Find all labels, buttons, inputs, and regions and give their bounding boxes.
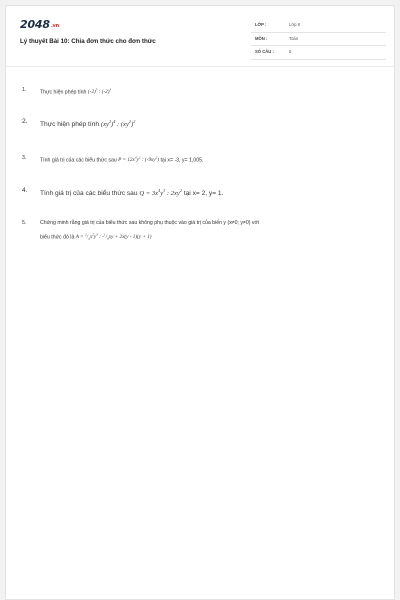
question-number: 5.	[22, 220, 27, 226]
math-expression	[139, 190, 182, 197]
math-part: P = 12x	[118, 157, 135, 164]
question-count-label: SỐ CÂU :	[255, 49, 274, 54]
math-part: (xy	[100, 120, 109, 128]
class-label: LỚP :	[255, 22, 267, 27]
math-part: Q = 3x	[139, 189, 159, 197]
question-text	[40, 187, 223, 198]
math-expression	[118, 157, 159, 163]
question-number: 3.	[22, 155, 27, 161]
fraction-denominator: 3	[107, 237, 109, 242]
math-exponent: 2	[155, 156, 158, 160]
logo-text: 2048	[20, 18, 50, 31]
math-part: :	[97, 234, 103, 241]
math-part: x	[89, 234, 93, 241]
math-exponent: 4	[158, 188, 161, 193]
question-text-content: Tính giá trị của các biểu thức sau	[40, 157, 117, 164]
question-text	[40, 86, 111, 96]
question-condition: tại x= 2, y= 1.	[183, 189, 224, 197]
math-exponent: 2	[128, 119, 131, 124]
math-part: : (-2)	[97, 89, 110, 96]
math-exponent: 2	[108, 119, 112, 124]
question-text-content: Tính giá trị của các biểu thức sau	[40, 189, 138, 197]
question-text	[40, 231, 152, 243]
math-exponent: 2	[138, 156, 141, 160]
question-text-content: Thực hiện phép tính	[40, 120, 100, 128]
info-row-class	[251, 19, 386, 33]
math-expression	[101, 121, 135, 128]
math-part: xy + 2x(y - 1)(y + 1)	[108, 234, 152, 241]
math-part: : 2xy	[165, 189, 180, 197]
question-text-content: Thực hiện phép tính	[40, 89, 87, 96]
math-part: : (-9xy	[140, 157, 156, 164]
math-part: A =	[75, 234, 85, 241]
math-part: y	[160, 189, 164, 197]
math-expression: $A = ^2/_3x^2y^3$ : $-^1/_3xy + 2x(y - 1)(y + 1)$	[75, 233, 152, 242]
subject-label: MÔN :	[255, 35, 268, 41]
math-part: y	[93, 234, 97, 241]
question-number: 1.	[22, 87, 27, 93]
question-condition: tại x= -3, y= 1,005.	[160, 157, 204, 164]
math-exponent: 5	[95, 88, 98, 92]
subject-value: Toán	[289, 35, 299, 41]
question-text	[40, 118, 135, 129]
math-exponent: 3	[109, 88, 112, 92]
info-row-count	[251, 46, 386, 60]
info-panel	[251, 19, 386, 60]
info-row-subject	[251, 33, 386, 47]
fraction-numerator: 2	[84, 233, 87, 237]
question-text-content: biểu thức đó là	[40, 234, 75, 241]
math-exponent: 2	[179, 188, 182, 193]
question-number: 2.	[22, 118, 28, 125]
math-exponent: 2	[133, 119, 136, 124]
math-exponent: 4	[113, 119, 116, 124]
site-logo[interactable]	[20, 18, 59, 31]
question-count-value: 5	[289, 49, 292, 54]
question-text: Chứng minh rằng giá trị của biểu thức sau không phụ thuộc vào giá trị của biến y (x≠0; y≠0) với	[40, 220, 260, 226]
question-number: 4.	[22, 187, 28, 194]
math-exponent: 4	[134, 156, 137, 160]
worksheet-page	[5, 5, 395, 600]
fraction-denominator: 3	[88, 237, 90, 242]
question-text	[40, 154, 203, 164]
math-part: )	[130, 120, 134, 128]
math-exponent: 2	[92, 233, 94, 237]
math-expression	[88, 89, 111, 95]
math-part: )	[157, 157, 159, 164]
math-exponent: 3	[163, 188, 166, 193]
header-divider	[6, 66, 394, 67]
logo-suffix: .vn	[50, 23, 59, 29]
math-part: )	[111, 120, 114, 128]
math-exponent: 3	[96, 233, 98, 237]
math-part: : (xy	[115, 120, 129, 128]
math-part: y	[136, 157, 139, 164]
math-part: (-2)	[87, 89, 96, 96]
class-value: Lớp 8	[289, 22, 300, 27]
fraction-numerator: 1	[103, 233, 106, 237]
document-title: Lý thuyết Bài 10: Chia đơn thức cho đơn thức	[20, 38, 156, 45]
